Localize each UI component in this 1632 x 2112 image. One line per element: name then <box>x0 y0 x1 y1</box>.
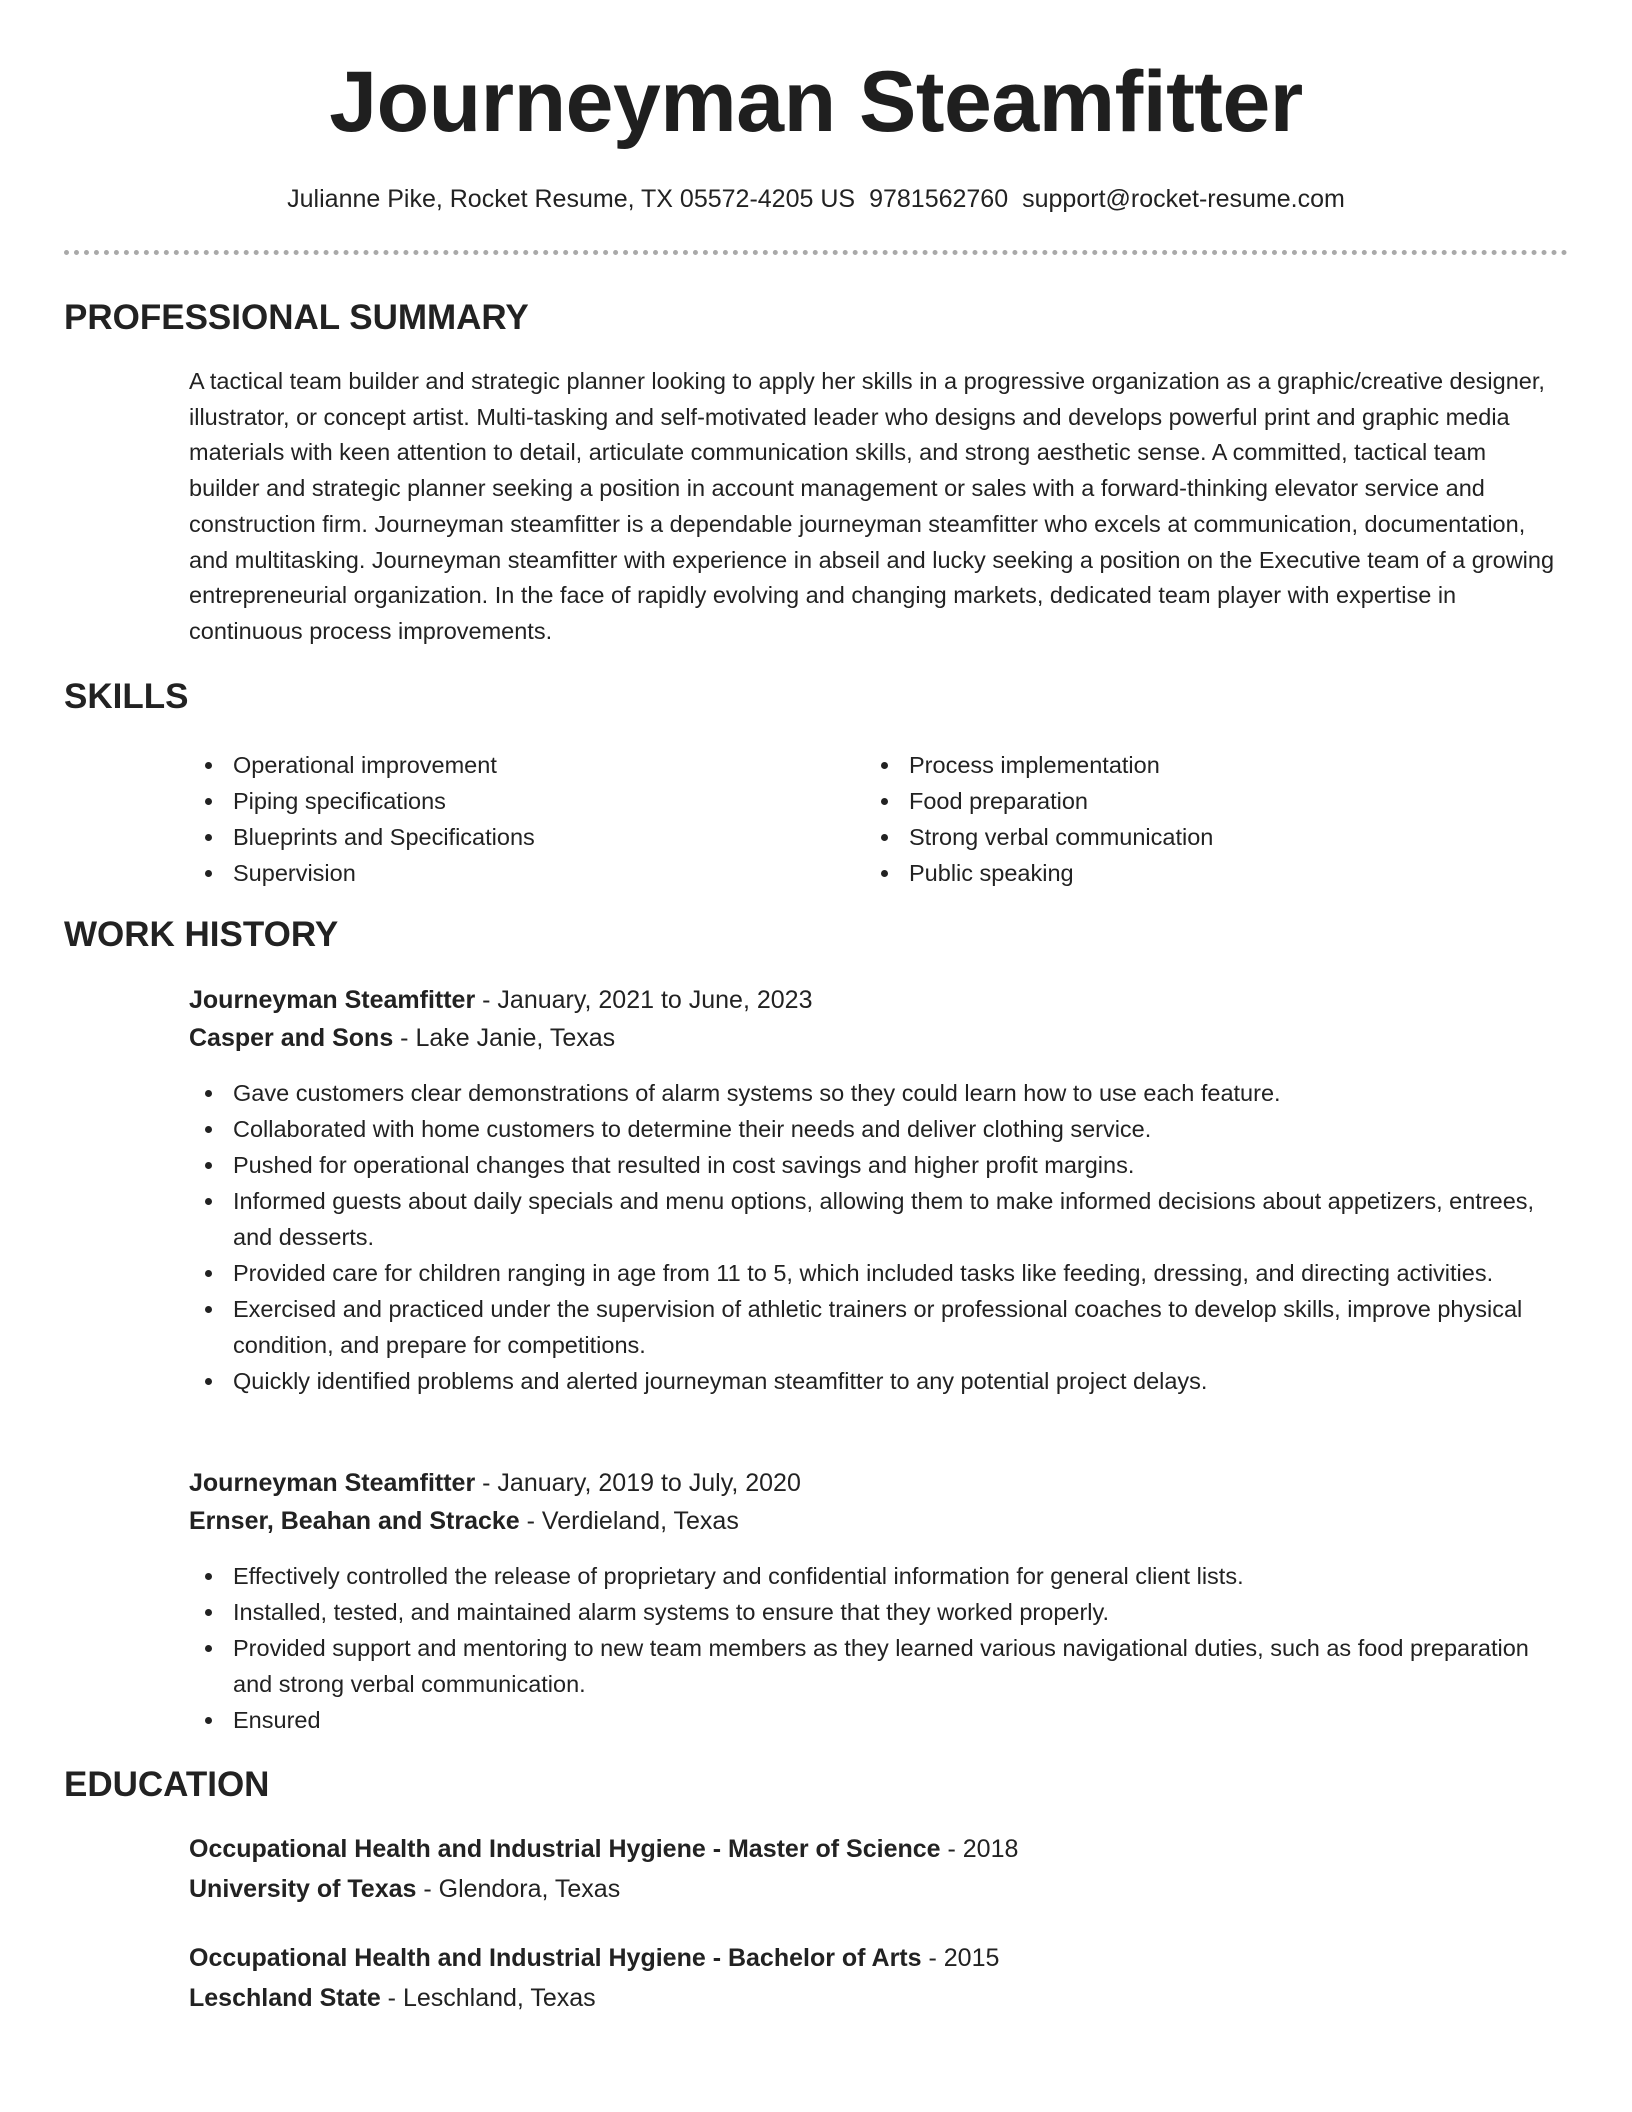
job-company-line <box>189 1020 615 1056</box>
education-location: - Glendora, Texas <box>416 1875 621 1903</box>
job-location: - Verdieland, Texas <box>519 1507 739 1535</box>
duty-item: Provided support and mentoring to new team members as they learned various navigational duties, such as food preparation and strong verbal communication. <box>189 1630 1559 1702</box>
skill-item: Supervision <box>189 855 829 891</box>
education-degree-line <box>189 1940 999 1976</box>
job-title: Journeyman Steamfitter <box>189 1469 476 1497</box>
job-dates: - January, 2021 to June, 2023 <box>475 986 813 1014</box>
education-degree-line <box>189 1831 1018 1867</box>
candidate-name: Journeyman Steamfitter <box>329 54 1303 150</box>
skill-item: Operational improvement <box>189 747 829 783</box>
education-year: - 2018 <box>940 1835 1019 1863</box>
job-title-line <box>189 982 812 1018</box>
education-location: - Leschland, Texas <box>380 1984 596 2012</box>
skill-item: Blueprints and Specifications <box>189 819 829 855</box>
duty-item: Quickly identified problems and alerted journeyman steamfitter to any potential project delays. <box>189 1363 1559 1399</box>
duty-item: Ensured <box>189 1702 1559 1738</box>
contact-phone: 9781562760 <box>869 185 1009 213</box>
skill-item: Piping specifications <box>189 783 829 819</box>
skill-item: Strong verbal communication <box>865 819 1505 855</box>
skills-column-left <box>189 747 829 891</box>
job-company-line <box>189 1503 739 1539</box>
header-divider <box>64 250 1568 255</box>
duty-item: Exercised and practiced under the supervision of athletic trainers or professional coaches to develop skills, improve physical condition, and prepare for competitions. <box>189 1291 1559 1363</box>
contact-address: Julianne Pike, Rocket Resume, TX 05572-4205 US <box>287 185 856 213</box>
duty-item: Provided care for children ranging in age from 11 to 5, which included tasks like feeding, dressing, and directing activities. <box>189 1255 1559 1291</box>
summary-heading: PROFESSIONAL SUMMARY <box>64 298 529 337</box>
education-school: University of Texas <box>189 1875 417 1903</box>
skill-item: Food preparation <box>865 783 1505 819</box>
education-degree: Occupational Health and Industrial Hygiene - Bachelor of Arts <box>189 1944 922 1972</box>
job-company: Casper and Sons <box>189 1024 394 1052</box>
duty-item: Informed guests about daily specials and menu options, allowing them to make informed decisions about appetizers, entrees, and desserts. <box>189 1183 1559 1255</box>
education-heading: EDUCATION <box>64 1765 270 1804</box>
contact-line <box>0 181 1632 217</box>
job-duties <box>189 1075 1559 1399</box>
education-degree: Occupational Health and Industrial Hygiene - Master of Science <box>189 1835 941 1863</box>
duty-item: Collaborated with home customers to determine their needs and deliver clothing service. <box>189 1111 1559 1147</box>
duty-item: Gave customers clear demonstrations of alarm systems so they could learn how to use each feature. <box>189 1075 1559 1111</box>
duty-item: Installed, tested, and maintained alarm systems to ensure that they worked properly. <box>189 1594 1559 1630</box>
skills-column-right <box>865 747 1505 891</box>
work-history-heading: WORK HISTORY <box>64 915 339 954</box>
job-title-line <box>189 1465 801 1501</box>
skill-item: Process implementation <box>865 747 1505 783</box>
skills-heading: SKILLS <box>64 677 189 716</box>
job-duties <box>189 1558 1559 1738</box>
summary-text: A tactical team builder and strategic planner looking to apply her skills in a progressive organization as a graphic/creative designer, illustrator, or concept artist. Multi-tasking and self-motivated leader who designs and develops powerful print and graphic media materials with keen attention to detail, articulate communication skills, and strong aesthetic sense. A committed, tactical team builder and strategic planner seeking a position in account management or sales with a forward-thinking elevator service and construction firm. Journeyman steamfitter is a dependable journeyman steamfitter who excels at communication, documentation, and multitasking. Journeyman steamfitter with experience in abseil and lucky seeking a position on the Executive team of a growing entrepreneurial organization. In the face of rapidly evolving and changing markets, dedicated team player with expertise in continuous process improvements. <box>189 368 1555 644</box>
duty-item: Pushed for operational changes that resulted in cost savings and higher profit margins. <box>189 1147 1559 1183</box>
job-dates: - January, 2019 to July, 2020 <box>475 1469 801 1497</box>
job-title: Journeyman Steamfitter <box>189 986 476 1014</box>
education-year: - 2015 <box>921 1944 1000 1972</box>
skill-item: Public speaking <box>865 855 1505 891</box>
education-school-line <box>189 1980 596 2016</box>
education-school: Leschland State <box>189 1984 381 2012</box>
job-location: - Lake Janie, Texas <box>393 1024 616 1052</box>
job-company: Ernser, Beahan and Stracke <box>189 1507 520 1535</box>
duty-item: Effectively controlled the release of proprietary and confidential information for general client lists. <box>189 1558 1559 1594</box>
contact-email: support@rocket-resume.com <box>1022 185 1345 213</box>
education-school-line <box>189 1871 620 1907</box>
